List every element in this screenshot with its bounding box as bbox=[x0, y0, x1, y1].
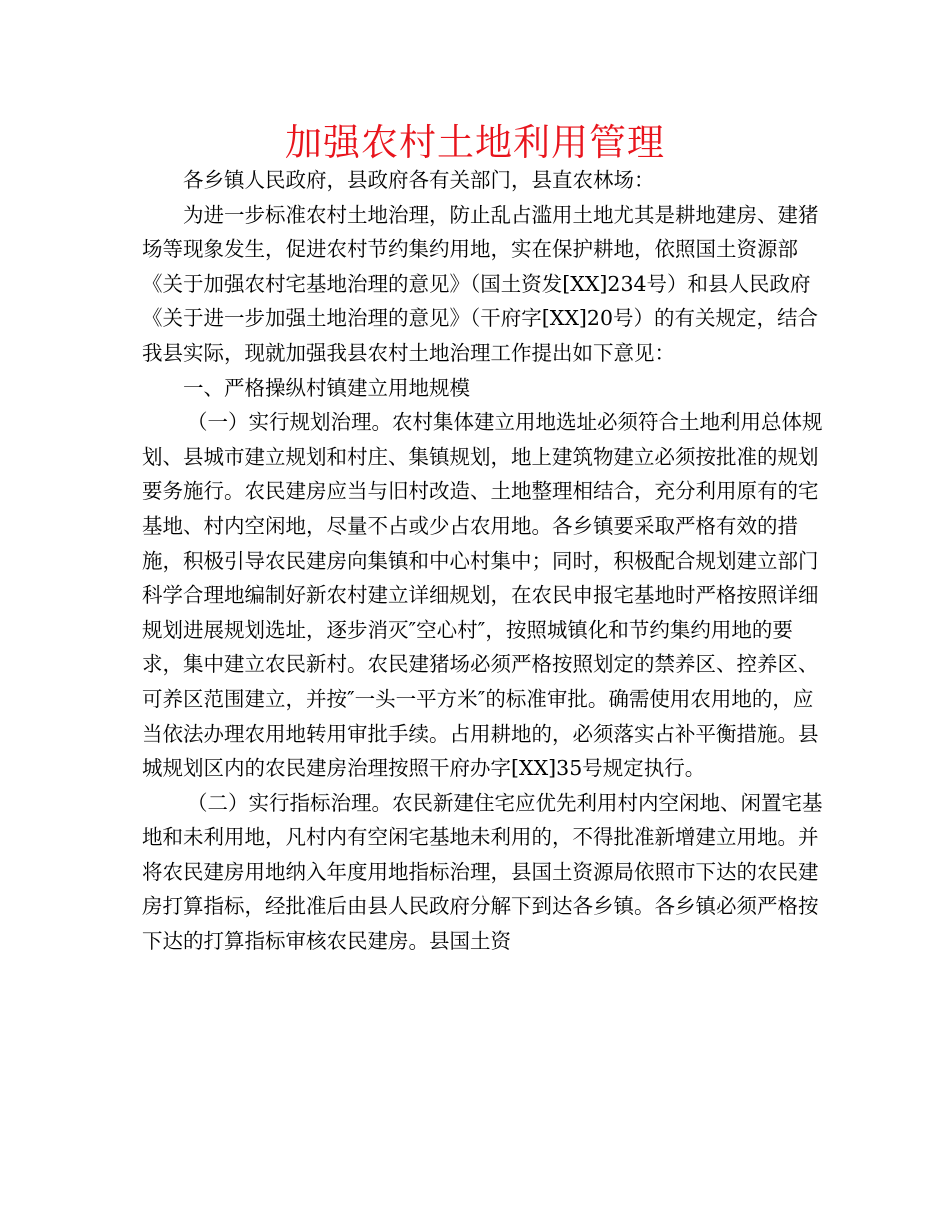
section-heading-1: 一、严格操纵村镇建立用地规模 bbox=[183, 375, 470, 400]
salutation-paragraph: 各乡镇人民政府，县政府各有关部门，县直农林场： bbox=[183, 168, 655, 192]
intro-paragraph: 为进一步标准农村土地治理，防止乱占滥用土地尤其是耕地建房、建猪场等现象发生，促进农村节约集约用地，实在保护耕地，依照国土资源部《关于加强农村宅基地治理的意见》（国土资发[XX]234号）和县人民政府《关于进一步加强土地治理的意见》（干府字[XX]20号）的有关规定，结合我县实际，现就加强我县农村土地治理工作提出如下意见： bbox=[142, 202, 819, 365]
sub-section-paragraph-1: （一）实行规划治理。农村集体建立用地选址必须符合土地利用总体规划、县城市建立规划和村庄、集镇规划，地上建筑物建立必须按批准的规划要务施行。农民建房应当与旧村改造、土地整理相结合，充分利用原有的宅基地、村内空闲地，尽量不占或少占农用地。各乡镇要采取严格有效的措施，积极引导农民建房向集镇和中心村集中；同时，积极配合规划建立部门科学合理地编制好新农村建立详细规划，在农民申报宅基地时严格按照详细规划进展规划选址，逐步消灭″空心村″，按照城镇化和节约集约用地的要求，集中建立农民新村。农民建猪场必须严格按照划定的禁养区、控养区、可养区范围建立，并按″一头一平方米″的标准审批。确需使用农用地的，应当依法办理农用地转用审批手续。占用耕地的，必须落实占补平衡措施。县城规划区内的农民建房治理按照干府办字[XX]35号规定执行。 bbox=[142, 410, 823, 781]
document-body bbox=[142, 163, 826, 959]
document-title: 加强农村土地利用管理 bbox=[285, 121, 665, 164]
sub-section-paragraph-2: （二）实行指标治理。农民新建住宅应优先利用村内空闲地、闲置宅基地和未利用地，凡村内有空闲宅基地未利用的，不得批准新增建立用地。并将农民建房用地纳入年度用地指标治理，县国土资源局依照市下达的农民建房打算指标，经批准后由县人民政府分解下到达各乡镇。各乡镇必须严格按下达的打算指标审核农民建房。县国土资 bbox=[142, 790, 823, 954]
